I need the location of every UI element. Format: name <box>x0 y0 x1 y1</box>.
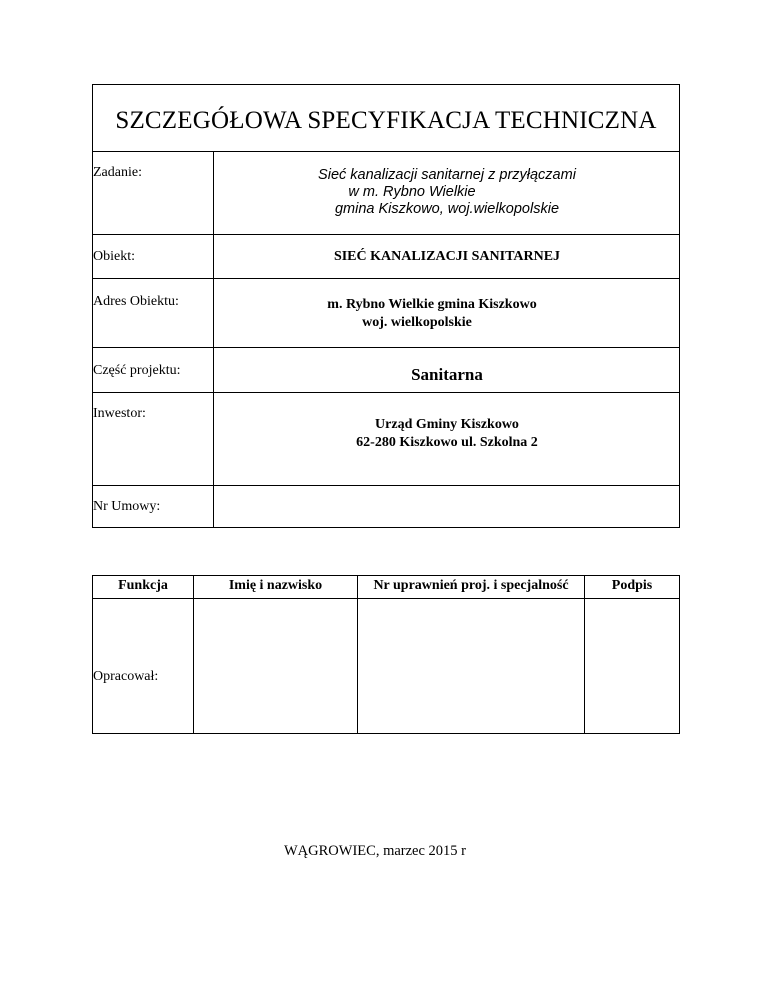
umowa-label: Nr Umowy: <box>93 499 161 514</box>
header-nr-uprawnien: Nr uprawnień proj. i specjalność <box>373 578 569 593</box>
divider <box>93 151 679 152</box>
divider <box>93 234 679 235</box>
zadanie-label: Zadanie: <box>93 165 142 180</box>
row-funkcja: Opracował: <box>93 669 159 684</box>
spec-header-box <box>92 84 680 528</box>
zadanie-line-1: Sieć kanalizacji sanitarnej z przyłączami <box>318 167 576 183</box>
obiekt-label: Obiekt: <box>93 249 135 264</box>
adres-line-2: woj. wielkopolskie <box>362 315 472 330</box>
header-funkcja: Funkcja <box>118 578 168 593</box>
divider <box>93 347 679 348</box>
adres-line-1: m. Rybno Wielkie gmina Kiszkowo <box>327 297 537 312</box>
inwestor-line-1: Urząd Gminy Kiszkowo <box>375 417 519 432</box>
divider <box>93 278 679 279</box>
header-podpis: Podpis <box>611 578 653 593</box>
zadanie-value <box>214 167 680 218</box>
obiekt-value: SIEĆ KANALIZACJI SANITARNEJ <box>333 249 561 264</box>
inwestor-value <box>214 416 680 452</box>
adres-label: Adres Obiektu: <box>93 294 179 309</box>
adres-value <box>214 296 680 332</box>
zadanie-line-3: gmina Kiszkowo, woj.wielkopolskie <box>334 201 560 217</box>
column-divider <box>584 576 585 733</box>
column-divider <box>193 576 194 733</box>
czesc-value: Sanitarna <box>411 365 483 384</box>
inwestor-label: Inwestor: <box>93 406 146 421</box>
signature-table <box>92 575 680 734</box>
divider <box>93 485 679 486</box>
zadanie-line-2: w m. Rybno Wielkie <box>348 184 476 200</box>
czesc-label: Część projektu: <box>93 363 181 378</box>
column-divider <box>357 576 358 733</box>
footer-place-date: WĄGROWIEC, marzec 2015 r <box>284 843 466 859</box>
inwestor-line-2: 62-280 Kiszkowo ul. Szkolna 2 <box>356 435 538 450</box>
divider <box>93 392 679 393</box>
header-divider <box>93 598 679 599</box>
document-title: SZCZEGÓŁOWA SPECYFIKACJA TECHNICZNA <box>115 107 657 134</box>
header-imie: Imię i nazwisko <box>228 578 323 593</box>
